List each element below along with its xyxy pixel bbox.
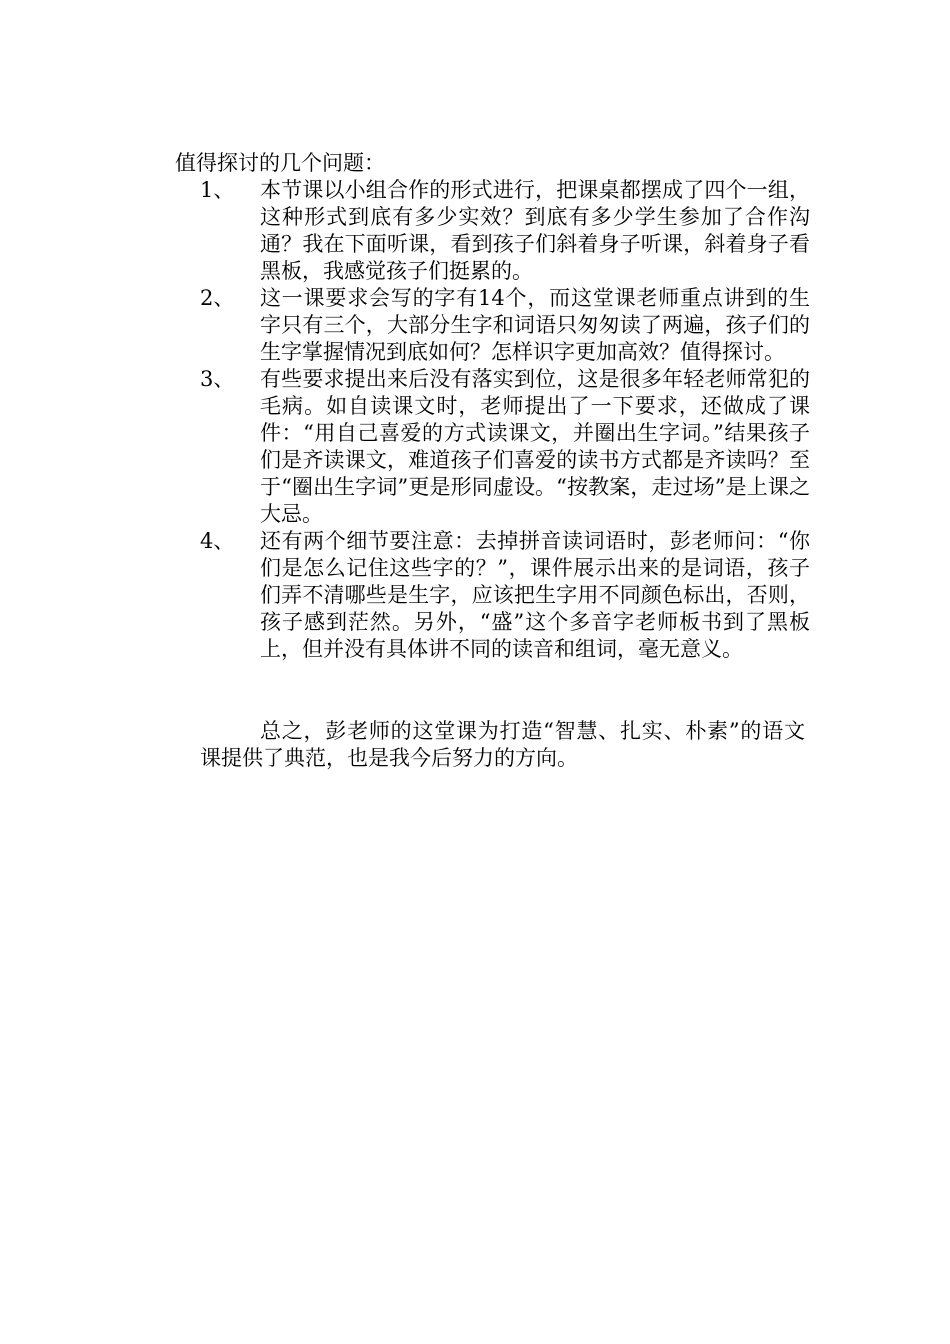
list-item-text: 本节课以小组合作的形式进行，把课桌都摆成了四个一组，这种形式到底有多少实效？到底有多少学生参加了合作沟通？我在下面听课，看到孩子们斜着身子听课，斜着身子看黑板，我感觉孩子们挺累的。 bbox=[260, 178, 810, 283]
list-item-text: 有些要求提出来后没有落实到位，这是很多年轻老师常犯的毛病。如自读课文时，老师提出了一下要求，还做成了课件：“用自己喜爱的方式读课文，并圈出生字词。”结果孩子们是齐读课文，难道孩子们喜爱的读书方式都是齐读吗？至于“圈出生字词”更是形同虚设。“按教案，走过场”是上课之大忌。 bbox=[260, 367, 810, 526]
list-item-number: 2、 bbox=[200, 286, 235, 310]
list-item bbox=[200, 177, 810, 285]
list-item-number: 3、 bbox=[200, 367, 235, 391]
issue-list bbox=[200, 177, 810, 663]
list-item-number: 1、 bbox=[200, 178, 235, 202]
list-item bbox=[200, 366, 810, 528]
list-item-text: 这一课要求会写的字有14个，而这堂课老师重点讲到的生字只有三个，大部分生字和词语只匆匆读了两遍，孩子们的生字掌握情况到底如何？怎样识字更加高效？值得探讨。 bbox=[260, 286, 810, 364]
list-item-text: 还有两个细节要注意：去掉拼音读词语时，彭老师问：“你们是怎么记住这些字的？”，课件展示出来的是词语，孩子们弄不清哪些是生字，应该把生字用不同颜色标出，否则，孩子感到茫然。另外，“盛”这个多音字老师板书到了黑板上，但并没有具体讲不同的读音和组词，毫无意义。 bbox=[260, 529, 810, 661]
conclusion-paragraph: 总之，彭老师的这堂课为打造“智慧、扎实、朴素”的语文课提供了典范，也是我今后努力的方向。 bbox=[200, 719, 805, 770]
list-item bbox=[200, 285, 810, 366]
list-item bbox=[200, 528, 810, 663]
list-item-number: 4、 bbox=[200, 529, 235, 553]
section-heading: 值得探讨的几个问题： bbox=[175, 151, 385, 175]
